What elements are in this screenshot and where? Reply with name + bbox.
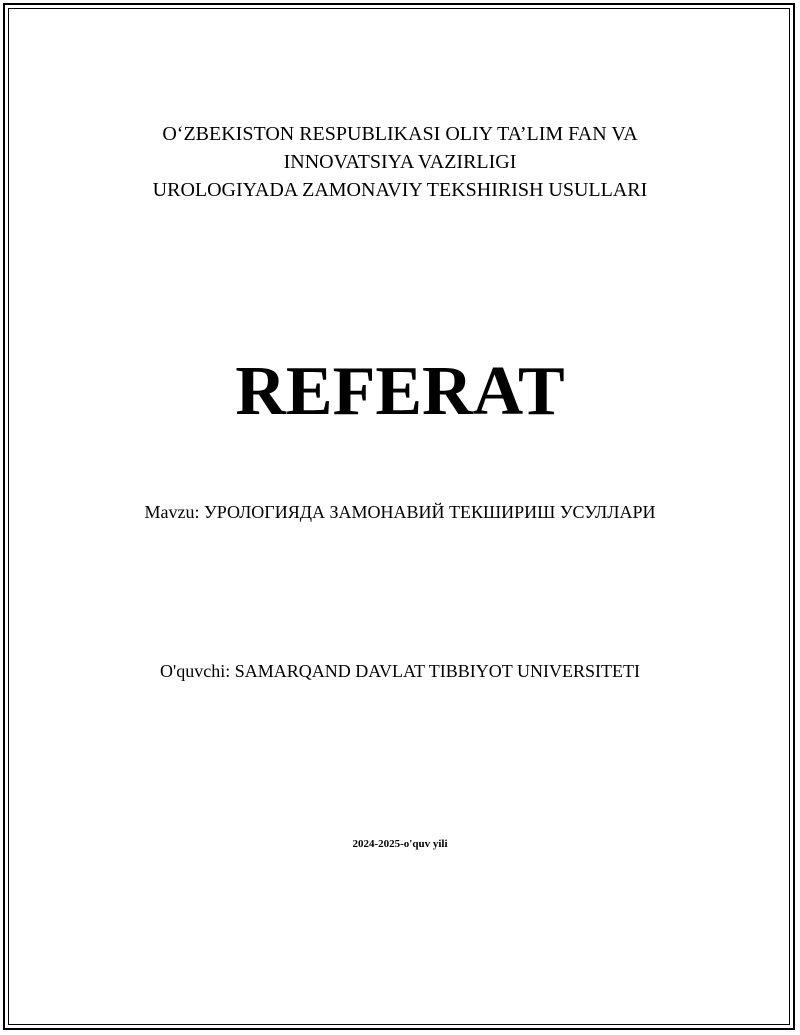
ministry-line-1: O‘ZBEKISTON RESPUBLIKASI OLIY TA’LIM FAN VA: [162, 123, 638, 145]
student-line: [0, 659, 800, 683]
student-label: O'quvchi:: [160, 661, 235, 681]
subject-line: UROLOGIYADA ZAMONAVIY TEKSHIRISH USULLARI: [152, 179, 648, 201]
topic-label: Mavzu:: [144, 502, 204, 522]
ministry-line-2: INNOVATSIYA VAZIRLIGI: [283, 151, 517, 173]
academic-year: 2024-2025-o'quv yili: [352, 838, 448, 850]
topic-value: УРОЛОГИЯДА ЗАМОНАВИЙ ТЕКШИРИШ УСУЛЛАРИ: [204, 502, 656, 522]
ministry-header: [0, 120, 800, 204]
topic-line: [0, 500, 800, 524]
document-title: REFERAT: [235, 353, 565, 430]
student-value: SAMARQAND DAVLAT TIBBIYOT UNIVERSITETI: [234, 661, 640, 681]
